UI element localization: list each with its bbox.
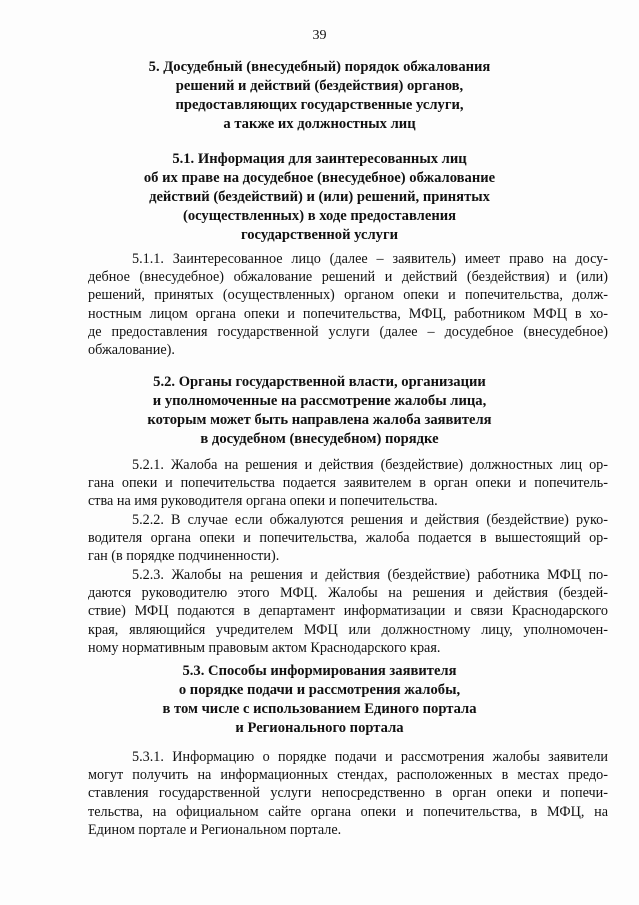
heading-line: и уполномоченные на рассмотрение жалобы лица, <box>152 393 487 409</box>
text-line: ствие) МФЦ подаются в департамент информатизации и связи Краснодарского <box>88 603 608 620</box>
text-line: 5.3.1. Информацию о порядке подачи и рассмотрения жалобы заявители <box>132 749 608 765</box>
heading-line: 5. Досудебный (внесудебный) порядок обжалования <box>148 59 491 75</box>
heading-line: 5.3. Способы информирования заявителя <box>182 663 457 679</box>
text-line: ства на имя руководителя органа опеки и попечительства. <box>88 493 438 510</box>
text-line: ному нормативным правовым актом Краснодарского края. <box>88 639 441 656</box>
text-line: 5.2.2. В случае если обжалуются решения и действия (бездействие) руко- <box>132 512 608 528</box>
text-line: даются руководителю этого МФЦ. Жалобы на решения и действия (бездей- <box>88 585 608 602</box>
text-line: ставления государственной услуги непосредственно в орган опеки и попечи- <box>88 785 608 802</box>
heading-line: в том числе с использованием Единого портала <box>162 701 477 717</box>
heading-line: (осуществленных) в ходе предоставления <box>182 208 457 224</box>
page-number: 39 <box>312 28 327 43</box>
paragraph-5-2-2 <box>88 511 608 566</box>
text-line: решений, принятых (осуществленных) органом опеки и попечительства, долж- <box>88 287 608 304</box>
paragraph-5-1-1 <box>88 250 608 359</box>
paragraph-5-2-3 <box>88 566 608 657</box>
heading-line: которым может быть направлена жалоба заявителя <box>147 412 492 428</box>
text-line: Едином портале и Региональном портале. <box>88 821 342 838</box>
heading-line: 5.1. Информация для заинтересованных лиц <box>172 151 467 167</box>
text-line: тельства, на официальном сайте органа опеки и попечительства, в МФЦ, на <box>88 803 608 820</box>
paragraph-5-2-1 <box>88 456 608 511</box>
heading-line: государственной услуги <box>240 227 399 243</box>
text-line: ган (в порядке подчиненности). <box>88 548 280 565</box>
text-line: могут получить на информационных стендах, расположенных в местах предо- <box>88 767 608 784</box>
heading-line: решений и действий (бездействия) органов, <box>175 78 464 94</box>
section-5-heading <box>60 58 579 134</box>
text-line: края, являющийся учредителем МФЦ или должностному лицу, уполномочен- <box>88 621 608 638</box>
paragraph-5-3-1 <box>88 748 608 839</box>
section-5-1-heading <box>60 150 579 245</box>
heading-line: 5.2. Органы государственной власти, организации <box>153 374 486 390</box>
heading-line: предоставляющих государственные услуги, <box>175 97 464 113</box>
heading-line: в досудебном (внесудебном) порядке <box>200 431 439 447</box>
heading-line: а также их должностных лиц <box>223 116 416 132</box>
section-5-2-heading <box>60 373 579 449</box>
text-line: 5.2.3. Жалобы на решения и действия (бездействие) работника МФЦ по- <box>132 567 608 583</box>
heading-line: действий (бездействий) и (или) решений, принятых <box>149 189 490 205</box>
text-line: обжалование). <box>88 342 175 359</box>
text-line: 5.2.1. Жалоба на решения и действия (бездействие) должностных лиц ор- <box>132 457 608 473</box>
text-line: гана опеки и попечительства подается заявителем в орган опеки и попечитель- <box>88 475 608 492</box>
text-line: де предоставления государственной услуги (далее – досудебное (внесудебное) <box>88 323 608 340</box>
text-line: 5.1.1. Заинтересованное лицо (далее – заявитель) имеет право на досу- <box>132 251 608 267</box>
heading-line: и Регионального портала <box>235 720 404 736</box>
heading-line: об их праве на досудебное (внесудебное) обжалование <box>143 170 496 186</box>
text-line: водителя органа опеки и попечительства, жалоба подается в вышестоящий ор- <box>88 530 608 547</box>
text-line: ностным лицом органа опеки и попечительства, МФЦ, работником МФЦ в хо- <box>88 305 608 322</box>
heading-line: о порядке подачи и рассмотрения жалобы, <box>178 682 461 698</box>
section-5-3-heading <box>60 662 579 738</box>
text-line: дебное (внесудебное) обжалование решений и действий (бездействия) и (или) <box>88 269 608 286</box>
